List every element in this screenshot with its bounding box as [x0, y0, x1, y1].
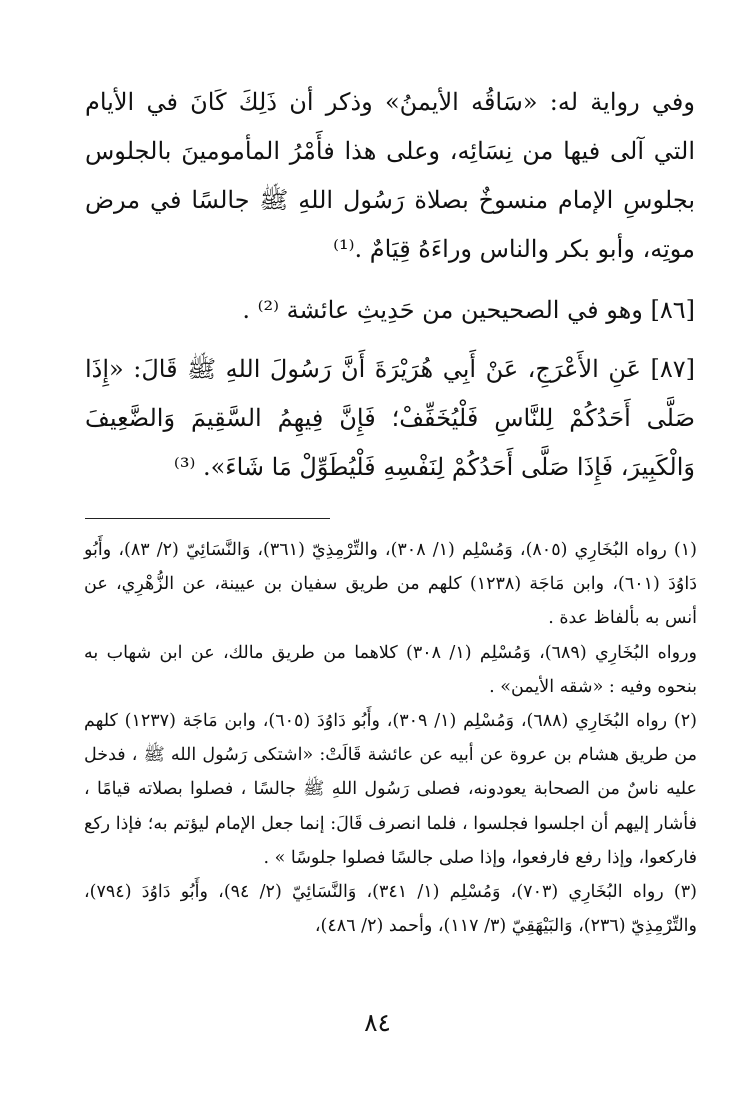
- hadith-87: [٨٧] عَنِ الأَعْرَجِ، عَنْ أَبِي هُرَيْرَةَ أَنَّ رَسُولَ اللهِ ﷺ قَالَ: «إِذَا صَلَّى أَحَدُكُمْ لِلنَّاسِ فَلْيُخَفِّفْ؛ فَإِنَّ فِيهِمُ السَّقِيمَ وَالضَّعِيفَ وَالْكَبِيرَ، فَإِذَا صَلَّى أَحَدُكُمْ لِنَفْسِهِ فَلْيُطَوِّلْ مَا شَاءَ». ⁽³⁾: [85, 355, 695, 481]
- footnote-2: (٢) رواه البُخَارِي (٦٨٨)، وَمُسْلِم (١/ ٣٠٩)، وأَبُو دَاوُدَ (٦٠٥)، وابن مَاجَة (١٢٣٧) كلهم من طريق هشام بن عروة عن أبيه عن عائشة قَالَتْ: «اشتكى رَسُول الله ﷺ ، فدخل عليه ناسٌ من الصحابة يعودونه، فصلى رَسُول اللهِ ﷺ جالسًا ، فصلوا بصلاته قيامًا ، فأشار إليهم أن اجلسوا فجلسوا ، فلما انصرف قَالَ: إنما جعل الإمام ليؤتم به؛ فإذا ركع فاركعوا، وإذا رفع فارفعوا، وإذا صلى جالسًا فصلوا جلوسًا » .: [84, 711, 697, 868]
- footnotes: [84, 533, 697, 943]
- main-text: [85, 78, 695, 492]
- main-paragraph: وفي رواية له: «سَاقُه الأيمنُ» وذكر أن ذَلِكَ كَانَ في الأيام التي آلى فيها من نِسَائِه، وعلى هذا فأَمْرُ المأمومينَ بالجلوس بجلوسِ الإمام منسوخٌ بصلاة رَسُول اللهِ ﷺ جالسًا في مرض موتِه، وأبو بكر والناس وراءَهُ قِيَامٌ .⁽¹⁾: [85, 88, 696, 263]
- page-number: ٨٤: [364, 1008, 391, 1037]
- footnote-1: (١) رواه البُخَارِي (٨٠٥)، وَمُسْلِم (١/ ٣٠٨)، والتِّرْمِذِيّ (٣٦١)، وَالنَّسَائِيّ (٢/ ٨٣)، وأَبُو دَاوُدَ (٦٠١)، وابن مَاجَة (١٢٣٨) كلهم من طريق سفيان بن عيينة، عن الزُّهْرِي، عن أنس به بألفاظ عدة .: [84, 540, 697, 629]
- footnote-1-continued: ورواه البُخَارِي (٦٨٩)، وَمُسْلِم (١/ ٣٠٨) كلاهما من طريق مالك، عن ابن شهاب به بنحوه وفيه : «شقه الأيمن» .: [84, 642, 697, 697]
- footnote-3: (٣) رواه البُخَارِي (٧٠٣)، وَمُسْلِم (١/ ٣٤١)، وَالنَّسَائِيّ (٢/ ٩٤)، وأَبُو دَاوُدَ (٧٩٤)، والتِّرْمِذِيّ (٢٣٦)، وَالبَيْهَقِيّ (٣/ ١١٧)، وأحمد (٢/ ٤٨٦)،: [84, 882, 697, 937]
- footnote-separator: [85, 518, 330, 519]
- hadith-86: [٨٦] وهو في الصحيحين من حَدِيثِ عائشة ⁽²⁾ .: [242, 296, 695, 324]
